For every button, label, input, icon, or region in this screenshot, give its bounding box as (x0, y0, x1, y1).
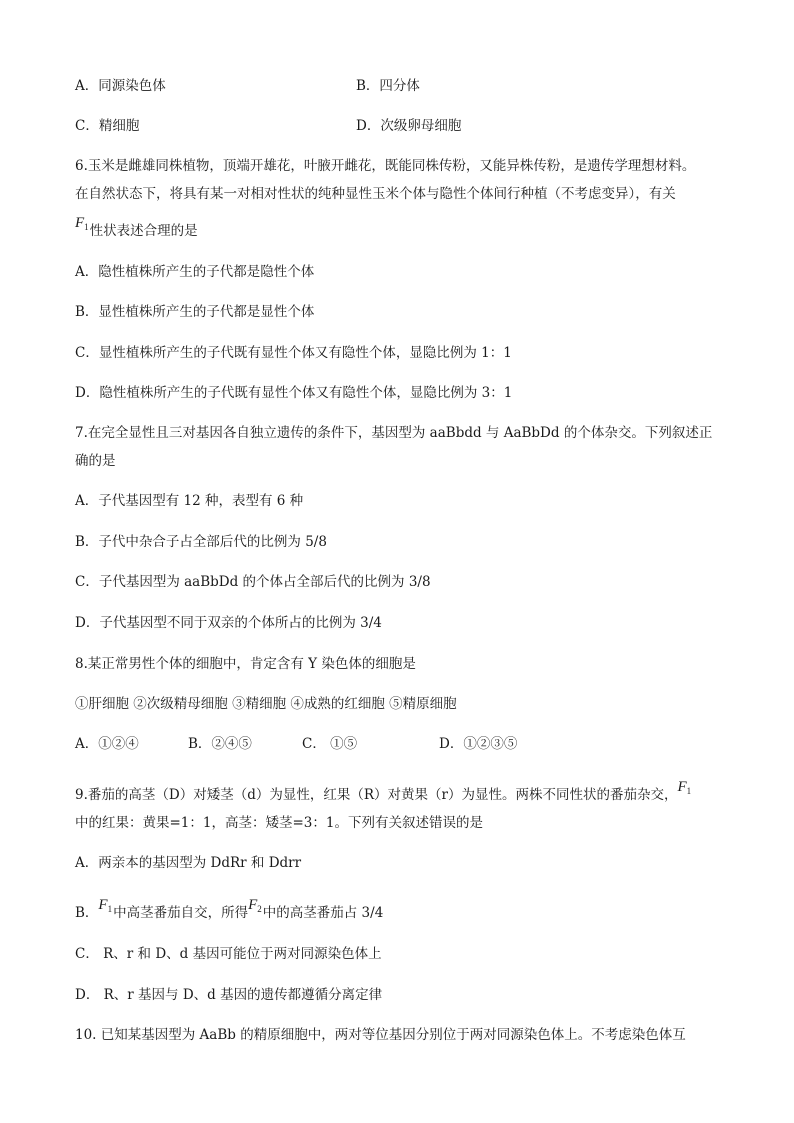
q5-option-b: B．四分体 (356, 78, 420, 94)
q6-stem-line2: 在自然状态下，将具有某一对相对性状的纯种显性玉米个体与隐性个体间行种植（不考虑变异），有关 (75, 186, 676, 202)
q7-option-d: D．子代基因型不同于双亲的个体所占的比例为 3/4 (75, 615, 382, 631)
q5-option-a: A．同源染色体 (75, 78, 166, 94)
q8-option-b: B．②④⑤ (188, 736, 252, 752)
q10-stem-line1: 10. 已知某基因型为 AaBb 的精原细胞中，两对等位基因分别位于两对同源染色体上。不考虑染色体互 (75, 1027, 686, 1043)
q9-stem-line1: 9.番茄的高茎（D）对矮茎（d）为显性，红果（R）对黄果（r）为显性。两株不同性状的番茄杂交，$F_1$ (75, 779, 692, 803)
q9-option-c: C． R、r 和 D、d 基因可能位于两对同源染色体上 (75, 946, 382, 962)
q8-items: ①肝细胞 ②次级精母细胞 ③精细胞 ④成熟的红细胞 ⑤精原细胞 (75, 696, 457, 712)
f1-symbol: $F_1$ (677, 779, 692, 796)
q6-stem-line3: $F_1$性状表述合理的是 (75, 215, 198, 239)
q8-option-d: D．①②③⑤ (439, 736, 518, 752)
q9-stem-line2: 中的红果：黄果=1：1，高茎：矮茎=3：1。下列有关叙述错误的是 (75, 815, 483, 831)
q7-option-b: B．子代中杂合子占全部后代的比例为 5/8 (75, 534, 327, 550)
q6-option-c: C．显性植株所产生的子代既有显性个体又有隐性个体，显隐比例为 1：1 (75, 345, 512, 361)
q8-option-a: A．①②④ (75, 736, 139, 752)
q7-stem-line1: 7.在完全显性且三对基因各自独立遗传的条件下，基因型为 aaBbdd 与 AaBbDd 的个体杂交。下列叙述正 (75, 425, 713, 441)
q9-option-a: A．两亲本的基因型为 DdRr 和 Ddrr (75, 855, 302, 871)
q5-option-c: C．精细胞 (75, 118, 140, 134)
f2-symbol: $F_2$ (248, 897, 262, 914)
q9-option-d: D． R、r 基因与 D、d 基因的遗传都遵循分离定律 (75, 987, 383, 1003)
q6-option-d: D．隐性植株所产生的子代既有显性个体又有隐性个体，显隐比例为 3：1 (75, 385, 513, 401)
q7-option-c: C．子代基因型为 aaBbDd 的个体占全部后代的比例为 3/8 (75, 574, 431, 590)
q9-option-b: B．$F_1$中高茎番茄自交，所得$F_2$中的高茎番茄占 3/4 (75, 897, 384, 921)
q7-option-a: A．子代基因型有 12 种，表型有 6 种 (75, 493, 304, 509)
f1-symbol: $F_1$ (75, 215, 89, 232)
q8-option-c: C． ①⑤ (302, 736, 358, 752)
q6-option-b: B．显性植株所产生的子代都是显性个体 (75, 304, 315, 320)
q5-option-d: D．次级卵母细胞 (356, 118, 462, 134)
q6-stem-line1: 6.玉米是雌雄同株植物，顶端开雄花，叶腋开雌花，既能同株传粉，又能异株传粉，是遗传学理想材料。 (75, 158, 696, 174)
q8-stem: 8.某正常男性个体的细胞中，肯定含有 Y 染色体的细胞是 (75, 656, 416, 672)
f1-symbol: $F_1$ (98, 897, 113, 914)
q7-stem-line2: 确的是 (75, 453, 116, 469)
q6-option-a: A．隐性植株所产生的子代都是隐性个体 (75, 264, 315, 280)
